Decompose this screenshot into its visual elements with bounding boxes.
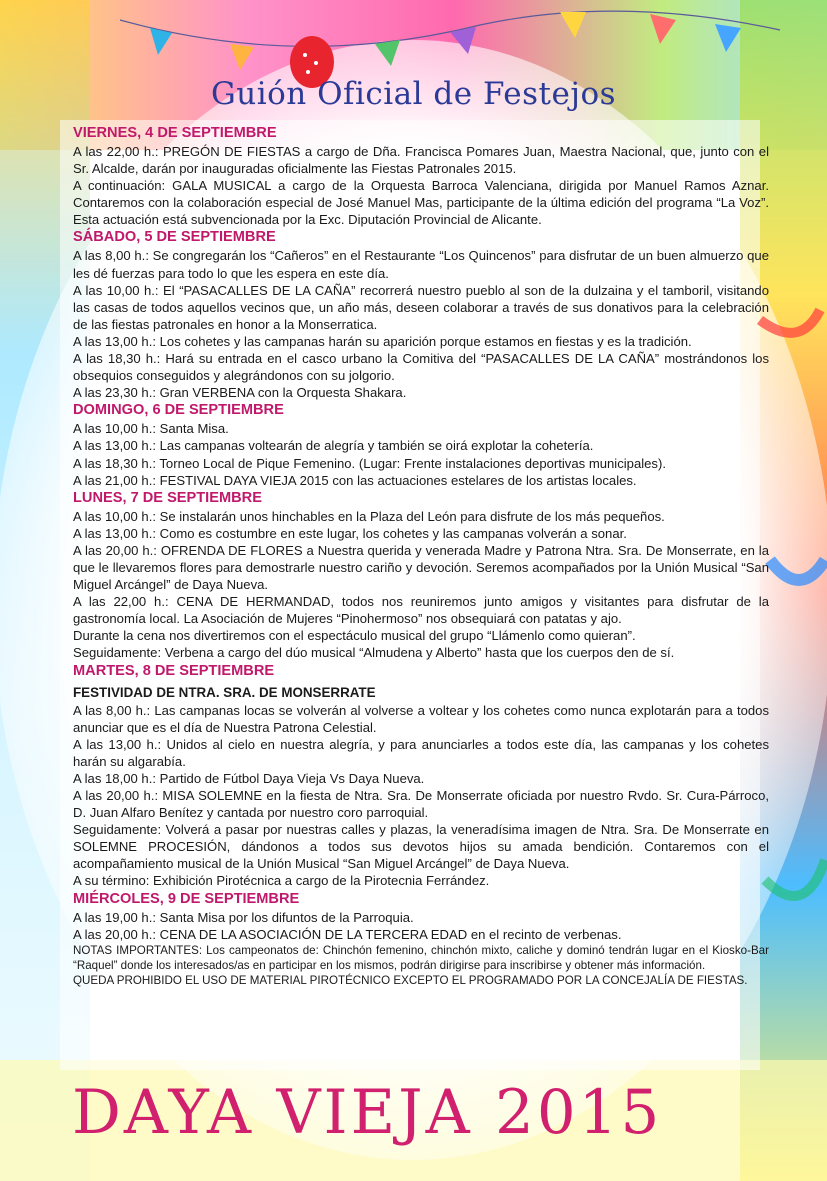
event-item: A las 20,00 h.: MISA SOLEMNE en la fiesta de Ntra. Sra. De Monserrate oficiada por nuestro Rvdo. Sr. Cura-Párroco, D. Juan Alfaro Benítez y cantada por nuestro coro parroquial. [73, 788, 769, 821]
event-item: A las 13,00 h.: Unidos al cielo en nuestra alegría, y para anunciarles a todos este día, las campanas y los cohetes harán su algarabía. [73, 736, 769, 769]
event-item: A las 10,00 h.: El “PASACALLES DE LA CAÑA” recorrerá nuestro pueblo al son de la dulzaina y el tamboril, visitando las casas de todos aquellos vecinos que, un año más, deseen colaborar a través de sus donativos para la celebración de las fiestas patronales en honor a la Monserratica. [73, 282, 769, 332]
event-item: A las 13,00 h.: Como es costumbre en este lugar, los cohetes y las campanas volverán a sonar. [73, 525, 627, 541]
event-item: A las 10,00 h.: Santa Misa. [73, 421, 229, 437]
day-heading: MARTES, 8 DE SEPTIEMBRE [73, 662, 275, 679]
event-item: A las 8,00 h.: Se congregarán los “Cañeros” en el Restaurante “Los Quincenos” para disfrutar de un buen almuerzo que les dé fuerzas para todo lo que les espera en este día. [73, 248, 769, 281]
event-item: Seguidamente: Verbena a cargo del dúo musical “Almudena y Alberto” hasta que los cuerpos den de sí. [73, 645, 675, 661]
event-item: A su término: Exhibición Pirotécnica a cargo de la Pirotecnia Ferrández. [73, 873, 490, 889]
day-heading: DOMINGO, 6 DE SEPTIEMBRE [73, 402, 284, 419]
day-section [73, 662, 769, 890]
event-item: A las 18,30 h.: Hará su entrada en el casco urbano la Comitiva del “PASACALLES DE LA CAÑA” mostrándonos los obsequios conseguidos y alegrándonos con su jolgorio. [73, 351, 769, 384]
event-item: A las 23,30 h.: Gran VERBENA con la Orquesta Shakara. [73, 385, 407, 401]
event-item: A las 18,00 h.: Partido de Fútbol Daya Vieja Vs Daya Nueva. [73, 770, 425, 786]
event-item: A las 22,00 h.: PREGÓN DE FIESTAS a cargo de Dña. Francisca Pomares Juan, Maestra Nacional, que, junto con el Sr. Alcalde, darán por inauguradas oficialmente las Fiestas Patronales 2015. [73, 144, 769, 177]
event-item: A las 10,00 h.: Se instalarán unos hinchables en la Plaza del León para disfrute de los más pequeños. [73, 508, 665, 524]
event-item: Durante la cena nos divertiremos con el espectáculo musical del grupo “Llámenlo como quieran”. [73, 628, 636, 644]
event-item: A las 22,00 h.: CENA DE HERMANDAD, todos nos reuniremos junto amigos y visitantes para disfrutar de la gastronomía local. La Asociación de Mujeres “Pinohermoso” nos obsequiará con patatas y ajo. [73, 594, 769, 627]
day-section [73, 489, 769, 662]
event-item: Seguidamente: Volverá a pasar por nuestras calles y plazas, la veneradísima imagen de Ntra. Sra. De Monserrate en SOLEMNE PROCESIÓN, dándonos a todos sus devotos hijos su amada bendición. Contaremos con el acompañamiento musical de la Unión Musical “San Miguel Arcángel” de Daya Nueva. [73, 822, 769, 872]
day-heading: VIERNES, 4 DE SEPTIEMBRE [73, 125, 277, 141]
day-section [73, 890, 769, 988]
day-heading: MIÉRCOLES, 9 DE SEPTIEMBRE [73, 890, 300, 907]
day-subheading: FESTIVIDAD DE NTRA. SRA. DE MONSERRATE [73, 684, 376, 700]
event-item: A las 21,00 h.: FESTIVAL DAYA VIEJA 2015 con las actuaciones estelares de los artistas locales. [73, 472, 637, 488]
day-section [73, 401, 769, 488]
important-note: NOTAS IMPORTANTES: Los campeonatos de: Chinchón femenino, chinchón mixto, caliche y dominó tendrán lugar en el Kiosko-Bar “Raquel” donde los interesados/as en participar en los mismos, podrán dirigirse para inscribirse y obtener más información. [73, 943, 769, 972]
day-heading: SÁBADO, 5 DE SEPTIEMBRE [73, 229, 276, 246]
event-item: A continuación: GALA MUSICAL a cargo de la Orquesta Barroca Valenciana, dirigida por Manuel Ramos Aznar. Contaremos con la colaboración especial de José Manuel Mas, participante de la última edición del programa “La Voz”. Esta actuación está subvencionada por la Exc. Diputación Provincial de Alicante. [73, 178, 769, 228]
important-note: QUEDA PROHIBIDO EL USO DE MATERIAL PIROTÉCNICO EXCEPTO EL PROGRAMADO POR LA CONCEJALÍA DE FIESTAS. [73, 973, 748, 987]
event-item: A las 20,00 h.: OFRENDA DE FLORES a Nuestra querida y venerada Madre y Patrona Ntra. Sra. De Monserrate, en la que le llevaremos flores para demostrarle nuestro cariño y devoción. Seremos acompañados por la Unión Musical “San Miguel Arcángel” de Daya Nueva. [73, 542, 769, 593]
day-section [73, 228, 769, 401]
footer-title: DAYA VIEJA 2015 [72, 1077, 663, 1148]
event-item: A las 19,00 h.: Santa Misa por los difuntos de la Parroquia. [73, 909, 414, 925]
event-item: A las 13,00 h.: Las campanas voltearán de alegría y también se oirá explotar la cohetería. [73, 438, 594, 454]
event-item: A las 8,00 h.: Las campanas locas se volverán al volverse a voltear y los cohetes como nunca explotarán para a todos anunciar que es el día de Nuestra Patrona Celestial. [73, 702, 769, 735]
program-content [73, 124, 769, 988]
event-item: A las 18,30 h.: Torneo Local de Pique Femenino. (Lugar: Frente instalaciones deportivas municipales). [73, 455, 666, 471]
page-title: Guión Oficial de Festejos [210, 76, 617, 112]
day-heading: LUNES, 7 DE SEPTIEMBRE [73, 489, 262, 506]
day-section [73, 124, 769, 228]
event-item: A las 20,00 h.: CENA DE LA ASOCIACIÓN DE LA TERCERA EDAD en el recinto de verbenas. [73, 926, 622, 942]
event-item: A las 13,00 h.: Los cohetes y las campanas harán su aparición porque estamos en fiestas y es la tradición. [73, 333, 692, 349]
